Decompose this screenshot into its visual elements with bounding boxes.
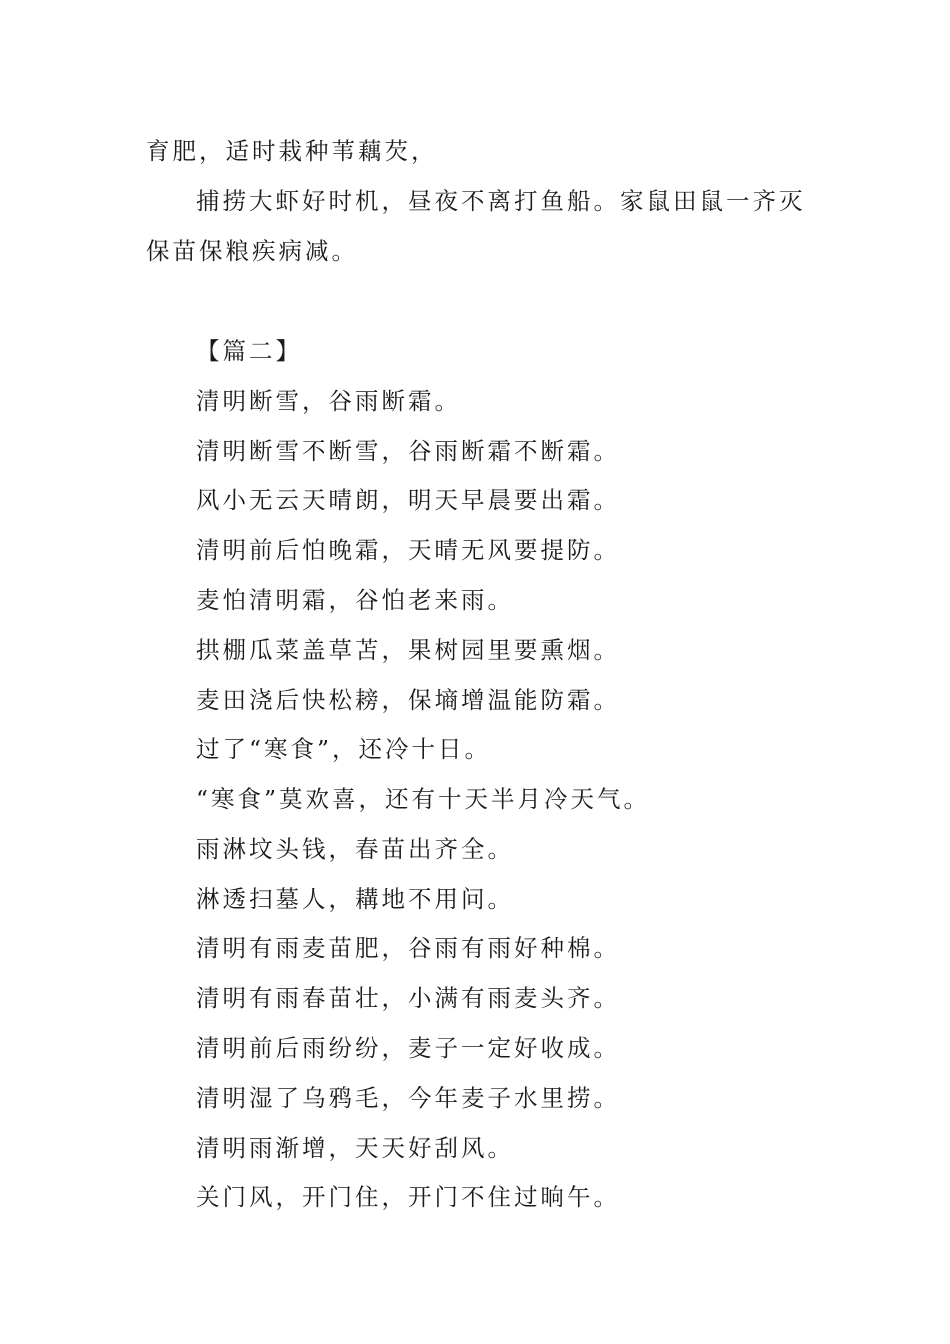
proverb-line: 清明前后雨纷纷，麦子一定好收成。	[196, 1034, 620, 1062]
proverb-line: 风小无云天晴朗，明天早晨要出霜。	[196, 486, 620, 514]
proverb-line: 清明前后怕晚霜，天晴无风要提防。	[196, 536, 620, 564]
proverb-line: 清明雨渐增，天天好刮风。	[196, 1134, 514, 1162]
intro-line-1: 育肥，适时栽种苇藕芡，	[146, 137, 438, 165]
proverb-line: 清明湿了乌鸦毛，今年麦子水里捞。	[196, 1084, 620, 1112]
proverb-line: 麦怕清明霜，谷怕老来雨。	[196, 586, 514, 614]
section-heading: 【篇二】	[196, 337, 302, 365]
proverb-line: 清明断雪，谷雨断霜。	[196, 387, 461, 415]
intro-line-2: 捕捞大虾好时机，昼夜不离打鱼船。家鼠田鼠一齐灭	[196, 187, 806, 215]
proverb-line: 清明有雨春苗壮，小满有雨麦头齐。	[196, 984, 620, 1012]
proverb-line: 淋透扫墓人，耩地不用问。	[196, 885, 514, 913]
proverb-line: 麦田浇后快松耪，保墒增温能防霜。	[196, 686, 620, 714]
proverb-line: 关门风，开门住，开门不住过晌午。	[196, 1183, 620, 1211]
proverb-line: 过了“寒食”，还冷十日。	[196, 735, 492, 763]
proverb-line: 清明有雨麦苗肥，谷雨有雨好种棉。	[196, 934, 620, 962]
proverb-line: 拱棚瓜菜盖草苫，果树园里要熏烟。	[196, 636, 620, 664]
proverb-line: 雨淋坟头钱，春苗出齐全。	[196, 835, 514, 863]
proverb-line: 清明断雪不断雪，谷雨断霜不断霜。	[196, 437, 620, 465]
proverb-line: “寒食”莫欢喜，还有十天半月冷天气。	[196, 785, 651, 813]
intro-line-3: 保苗保粮疾病减。	[146, 237, 358, 265]
